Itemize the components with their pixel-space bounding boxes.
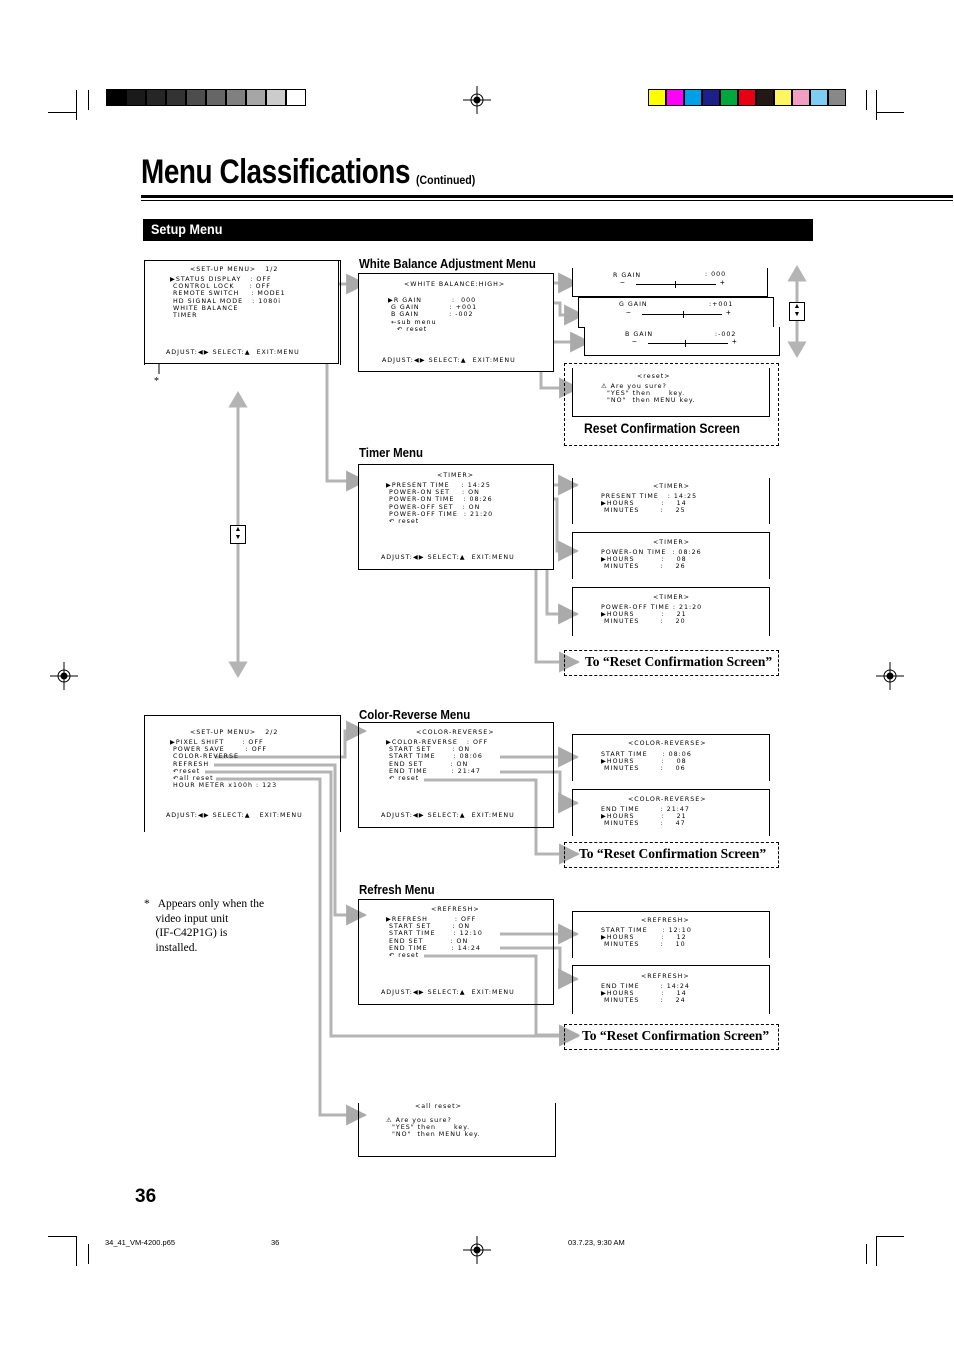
b-gain-label: B GAIN [625, 331, 654, 338]
field-line: END TIME : 14:24 [601, 983, 690, 990]
down-arrow-icon [231, 663, 245, 675]
footer-page: 36 [271, 1238, 280, 1247]
menu-item: START SET : ON [386, 923, 471, 931]
cr-end-fields [601, 806, 690, 828]
heading-timer: Timer Menu [359, 445, 423, 460]
menu-item: REMOTE SWITCH : MODE1 [170, 290, 286, 298]
menu-item: START TIME : 12:10 [386, 930, 483, 938]
menu-item: ↶ reset [386, 952, 420, 960]
all-reset-text [386, 1117, 481, 1139]
refresh-menu-title: <REFRESH> [431, 906, 480, 913]
setup-menu-1-items [170, 276, 286, 319]
to-reset-confirm-1: To “Reset Confirmation Screen” [585, 654, 773, 669]
reset-confirm-heading: Reset Confirmation Screen [584, 421, 740, 436]
all-reset-title: <all reset> [415, 1103, 462, 1110]
to-reset-confirm-2: To “Reset Confirmation Screen” [579, 846, 767, 861]
field-line: MINUTES : 06 [601, 765, 686, 773]
white-balance-menu-title: <WHITE BALANCE:HIGH> [404, 281, 506, 288]
g-gain-slider: − + [626, 308, 731, 317]
cr-end-title: <COLOR-REVERSE> [628, 796, 707, 803]
menu-item: G GAIN : +001 [388, 304, 478, 312]
confirm-line: "YES" then key. [386, 1124, 471, 1132]
menu-item: ↶ reset [386, 775, 420, 783]
confirm-line: "NO" then MENU key. [386, 1131, 481, 1139]
menu-item: END TIME : 14:24 [386, 944, 481, 952]
g-gain-value: :+001 [709, 301, 734, 308]
footer-date: 03.7.23, 9:30 AM [568, 1238, 625, 1247]
setup-menu-2-items [170, 739, 277, 789]
field-line: MINUTES : 10 [601, 941, 686, 949]
rf-end-title: <REFRESH> [641, 973, 690, 980]
menu-item: POWER-OFF SET : ON [386, 503, 481, 511]
field-line: ▶HOURS : 21 [601, 611, 687, 619]
r-gain-label: R GAIN [613, 272, 642, 279]
field-line: START TIME : 08:06 [601, 751, 692, 758]
r-gain-slider: − + [620, 278, 725, 287]
rf-end-fields [601, 983, 690, 1005]
menu-item: REFRESH [170, 760, 210, 768]
field-line: MINUTES : 20 [601, 618, 686, 626]
menu-item: ▶REFRESH : OFF [386, 916, 477, 923]
confirm-line: ⚠ Are you sure? [601, 383, 667, 390]
menu-item: ▶STATUS DISPLAY : OFF [170, 276, 272, 283]
up-down-button-icon: ▲ ▼ [230, 525, 246, 544]
menu-item: POWER-ON SET : ON [386, 489, 480, 497]
menu-item: ▶R GAIN : 000 [388, 297, 477, 304]
rf-start-title: <REFRESH> [641, 917, 690, 924]
timer-menu-items [386, 482, 493, 525]
timer-off-title: <TIMER> [653, 594, 691, 601]
heading-white-balance: White Balance Adjustment Menu [359, 256, 536, 271]
field-line: END TIME : 21:47 [601, 806, 690, 813]
to-reset-confirm-3: To “Reset Confirmation Screen” [582, 1028, 770, 1043]
field-line: ▶HOURS : 08 [601, 758, 687, 766]
footnote: * Appears only when the video input unit (IF-C42P1G) is installed. [144, 898, 265, 954]
down-arrow-icon [790, 343, 804, 355]
refresh-menu-footer: ADJUST:◀▶ SELECT:▲ EXIT:MENU [381, 989, 515, 996]
setup-menu-2-title: <SET-UP MENU> 2/2 [190, 729, 279, 736]
field-line: MINUTES : 26 [601, 563, 686, 571]
reset-confirm-text [601, 383, 696, 405]
confirm-line: "YES" then key. [601, 390, 686, 398]
r-gain-value: : 000 [705, 271, 727, 278]
menu-item: WHITE BALANCE [170, 304, 239, 312]
field-line: MINUTES : 25 [601, 507, 686, 515]
heading-color-reverse: Color-Reverse Menu [359, 707, 471, 722]
menu-item: HOUR METER x100h : 123 [170, 782, 278, 790]
menu-item: ▶COLOR-REVERSE : OFF [386, 739, 489, 746]
g-gain-label: G GAIN [619, 301, 648, 308]
white-balance-menu-footer: ADJUST:◀▶ SELECT:▲ EXIT:MENU [382, 357, 516, 364]
up-arrow-icon [790, 268, 804, 280]
menu-item: POWER SAVE : OFF [170, 746, 267, 754]
menu-item: ↶all reset [170, 775, 214, 783]
field-line: MINUTES : 24 [601, 997, 686, 1005]
field-line: ▶HOURS : 12 [601, 934, 687, 942]
timer-menu-title: <TIMER> [437, 472, 475, 479]
up-down-button-icon: ▲ ▼ [789, 302, 805, 321]
page-title: Menu Classifications [141, 153, 411, 191]
heading-refresh: Refresh Menu [359, 882, 435, 897]
rf-start-fields [601, 927, 692, 949]
menu-item: ▶PRESENT TIME : 14:25 [386, 482, 491, 489]
b-gain-value: :-002 [715, 331, 737, 338]
footer-file: 34_41_VM-4200.p65 [105, 1238, 176, 1247]
menu-item: POWER-ON TIME : 08:26 [386, 496, 493, 504]
timer-on-title: <TIMER> [653, 539, 691, 546]
color-reverse-menu-footer: ADJUST:◀▶ SELECT:▲ EXIT:MENU [381, 812, 515, 819]
setup-menu-2-footer: ADJUST:◀▶ SELECT:▲ EXIT:MENU [166, 812, 303, 819]
confirm-line: "NO" then MENU key. [601, 397, 696, 405]
page-number: 36 [135, 1186, 157, 1207]
menu-item: END TIME : 21:47 [386, 767, 481, 775]
timer-on-fields [601, 549, 702, 571]
menu-item: END SET : ON [386, 760, 469, 768]
setup-menu-1-footer: ADJUST:◀▶ SELECT:▲ EXIT:MENU [166, 349, 300, 356]
field-line: ▶HOURS : 14 [601, 500, 687, 508]
menu-item: ▶PIXEL SHIFT : OFF [170, 739, 264, 746]
field-line: PRESENT TIME : 14:25 [601, 493, 698, 500]
timer-present-fields [601, 493, 697, 515]
menu-item: START TIME : 08:06 [386, 753, 483, 761]
menu-item: START SET : ON [386, 746, 471, 754]
menu-item: POWER-OFF TIME : 21:20 [386, 510, 494, 518]
timer-present-title: <TIMER> [653, 483, 691, 490]
color-reverse-menu-items [386, 739, 488, 782]
menu-item: ↶reset [170, 767, 201, 775]
field-line: ▶HOURS : 08 [601, 556, 687, 564]
b-gain-slider: − + [632, 337, 737, 346]
menu-item: TIMER [170, 312, 198, 320]
footnote-asterisk: * [154, 376, 159, 387]
menu-item: CONTROL LOCK : OFF [170, 283, 271, 291]
field-line: START TIME : 12:10 [601, 927, 692, 934]
menu-item: END SET : ON [386, 937, 469, 945]
confirm-line: ⚠ Are you sure? [386, 1117, 452, 1124]
menu-item: ↶ reset [386, 518, 420, 526]
color-reverse-menu-title: <COLOR-REVERSE> [416, 729, 495, 736]
menu-item: ←sub menu [388, 318, 437, 326]
timer-menu-footer: ADJUST:◀▶ SELECT:▲ EXIT:MENU [381, 554, 515, 561]
reset-confirm-title: <reset> [637, 373, 671, 380]
menu-item: ↶ reset [388, 325, 428, 333]
page-title-suffix: (Continued) [416, 173, 476, 187]
cr-start-fields [601, 751, 692, 773]
section-title: Setup Menu [151, 221, 223, 237]
menu-item: COLOR-REVERSE [170, 753, 239, 761]
refresh-menu-items [386, 916, 483, 959]
cr-start-title: <COLOR-REVERSE> [628, 740, 707, 747]
field-line: ▶HOURS : 21 [601, 813, 687, 821]
field-line: POWER-ON TIME : 08:26 [601, 549, 702, 556]
menu-item: B GAIN : -002 [388, 311, 474, 319]
menu-item: HD SIGNAL MODE : 1080i [170, 297, 281, 305]
field-line: MINUTES : 47 [601, 820, 686, 828]
field-line: POWER-OFF TIME : 21:20 [601, 604, 703, 611]
timer-off-fields [601, 604, 702, 626]
field-line: ▶HOURS : 14 [601, 990, 687, 998]
up-arrow-icon [231, 394, 245, 406]
white-balance-menu-items [388, 297, 477, 333]
setup-menu-1-title: <SET-UP MENU> 1/2 [190, 266, 279, 273]
